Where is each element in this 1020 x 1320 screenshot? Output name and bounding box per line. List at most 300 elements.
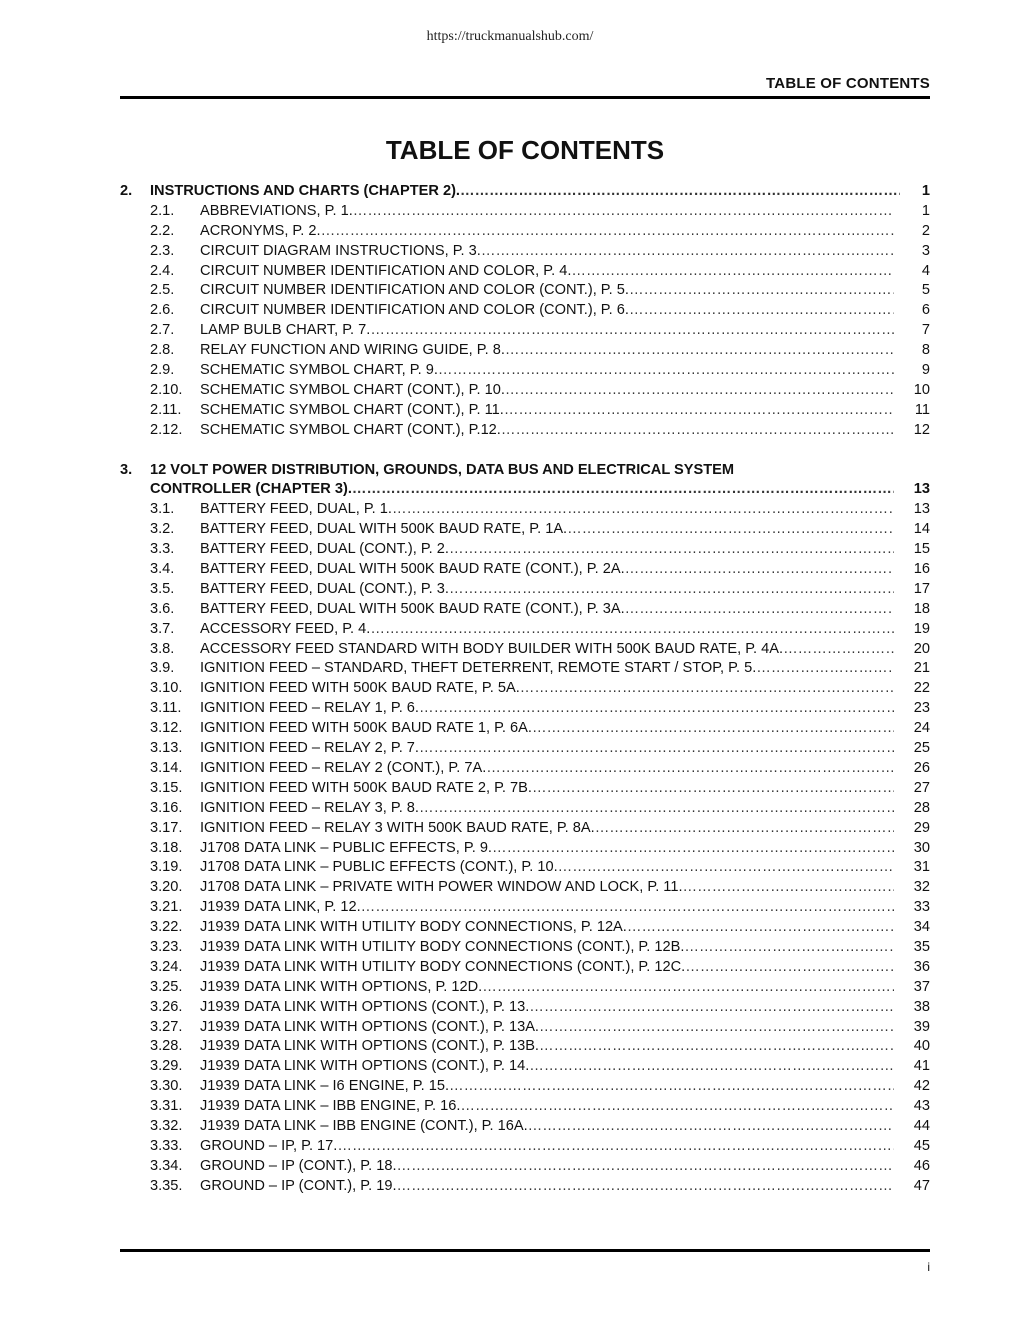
entry-page-number: 20 [913, 640, 930, 657]
entry-title-line [200, 958, 894, 978]
entry-title: SCHEMATIC SYMBOL CHART (CONT.), P.12. [200, 421, 501, 438]
entry-number: 3.18. [150, 839, 183, 856]
toc-entry[interactable] [120, 560, 930, 580]
dot-leader [438, 361, 894, 381]
dot-leader [504, 401, 894, 421]
entry-page-number: 45 [913, 1137, 930, 1154]
entry-title-line [200, 1117, 894, 1137]
dot-leader [449, 540, 894, 560]
entry-page-number: 41 [913, 1058, 930, 1075]
entry-title: LAMP BULB CHART, P. 7. [200, 322, 371, 339]
entry-number: 3.15. [150, 779, 183, 796]
dot-leader [625, 600, 894, 620]
dot-leader [505, 341, 894, 361]
entry-title-line [200, 222, 894, 242]
dot-leader [627, 918, 894, 938]
entry-page-number: 29 [913, 819, 930, 836]
entry-title: IGNITION FEED – RELAY 3, P. 8. [200, 799, 419, 816]
entry-title-line [200, 540, 894, 560]
entry-title: J1939 DATA LINK WITH UTILITY BODY CONNECTIONS, P. 12A. [200, 919, 627, 936]
entry-title: GROUND – IP (CONT.), P. 19. [200, 1177, 397, 1194]
entry-title: J1708 DATA LINK – PUBLIC EFFECTS, P. 9. [200, 839, 492, 856]
entry-page-number: 3 [921, 242, 930, 259]
entry-title: SCHEMATIC SYMBOL CHART (CONT.), P. 11. [200, 401, 504, 418]
entry-title-line [200, 978, 894, 998]
entry-number: 3.20. [150, 879, 183, 896]
entry-page-number: 1 [921, 202, 930, 219]
dot-leader [625, 560, 894, 580]
entry-number: 3.22. [150, 919, 183, 936]
dot-leader [528, 1117, 894, 1137]
entry-page-number: 47 [913, 1177, 930, 1194]
chapter-heading[interactable] [120, 480, 930, 500]
entry-title-line [200, 878, 894, 898]
entry-number: 3.19. [150, 859, 183, 876]
entry-page-number: 25 [913, 740, 930, 757]
entry-title: J1939 DATA LINK WITH OPTIONS, P. 12D. [200, 978, 483, 995]
entry-title: ACCESSORY FEED, P. 4. [200, 620, 371, 637]
entry-title: SCHEMATIC SYMBOL CHART (CONT.), P. 10. [200, 381, 505, 398]
dot-leader [419, 739, 894, 759]
entry-number: 3.30. [150, 1078, 183, 1095]
dot-leader [449, 1077, 894, 1097]
chapter-number: 3. [120, 461, 133, 478]
entry-page-number: 40 [913, 1038, 930, 1055]
entry-number: 3.11. [150, 700, 182, 717]
entry-title-line [200, 1137, 894, 1157]
entry-title-line [200, 381, 894, 401]
entry-number: 3.24. [150, 958, 183, 975]
entry-title: BATTERY FEED, DUAL (CONT.), P. 2. [200, 541, 449, 558]
entry-title-line [200, 938, 894, 958]
chapter-page-number: 1 [921, 183, 930, 199]
entry-page-number: 21 [913, 660, 930, 677]
entry-title: SCHEMATIC SYMBOL CHART, P. 9. [200, 362, 438, 379]
toc-entry[interactable] [120, 540, 930, 560]
dot-leader [683, 878, 894, 898]
entry-number: 3.9. [150, 660, 175, 677]
entry-page-number: 12 [913, 421, 930, 438]
entry-title-line [200, 719, 894, 739]
toc-entry[interactable] [120, 978, 930, 998]
toc-entry[interactable] [120, 659, 930, 679]
entry-number: 3.28. [150, 1038, 183, 1055]
entry-title-line [200, 202, 894, 222]
entry-number: 2.5. [150, 282, 175, 299]
entry-page-number: 18 [913, 600, 930, 617]
entry-page-number: 32 [913, 879, 930, 896]
entry-title: ACRONYMS, P. 2. [200, 222, 321, 239]
entry-title: BATTERY FEED, DUAL WITH 500K BAUD RATE (CONT.), P. 3A. [200, 600, 625, 617]
toc-entry[interactable] [120, 1018, 930, 1038]
entry-number: 3.27. [150, 1018, 183, 1035]
entry-title-line [200, 262, 894, 282]
entry-title-line [200, 1157, 894, 1177]
entry-page-number: 9 [921, 362, 930, 379]
toc-entry[interactable] [120, 1117, 930, 1137]
entry-number: 2.8. [150, 342, 175, 359]
entry-title: GROUND – IP (CONT.), P. 18. [200, 1157, 397, 1174]
entry-number: 3.33. [150, 1137, 183, 1154]
dot-leader [520, 679, 894, 699]
chapter-heading[interactable] [120, 461, 930, 481]
toc-entry[interactable] [120, 1177, 930, 1197]
entry-title: J1939 DATA LINK, P. 12. [200, 899, 361, 916]
entry-page-number: 23 [913, 700, 930, 717]
entry-page-number: 22 [913, 680, 930, 697]
table-of-contents [120, 182, 930, 1197]
entry-number: 3.8. [150, 640, 175, 657]
entry-title: BATTERY FEED, DUAL WITH 500K BAUD RATE, P. 1A. [200, 521, 568, 538]
dot-leader [460, 182, 900, 202]
entry-number: 3.26. [150, 998, 183, 1015]
entry-number: 3.13. [150, 740, 183, 757]
entry-number: 3.2. [150, 521, 175, 538]
chapter-title-line [150, 461, 900, 481]
toc-entry[interactable] [120, 301, 930, 321]
entry-title-line [200, 361, 894, 381]
entry-number: 3.4. [150, 561, 175, 578]
entry-title-line [200, 401, 894, 421]
chapter-page-number: 13 [913, 481, 930, 498]
entry-title: CIRCUIT NUMBER IDENTIFICATION AND COLOR (CONT.), P. 6. [200, 302, 629, 319]
section-gap [120, 441, 930, 461]
toc-entry[interactable] [120, 500, 930, 520]
toc-entry[interactable] [120, 600, 930, 620]
entry-title-line [200, 520, 894, 540]
entry-title: J1939 DATA LINK WITH UTILITY BODY CONNECTIONS (CONT.), P. 12B. [200, 938, 685, 955]
entry-number: 2.4. [150, 262, 175, 279]
chapter-title-line [150, 480, 894, 500]
entry-title: BATTERY FEED, DUAL, P. 1. [200, 501, 392, 518]
entry-page-number: 8 [921, 342, 930, 359]
dot-leader [321, 222, 894, 242]
dot-leader [756, 659, 894, 679]
entry-title-line [200, 918, 894, 938]
toc-entry[interactable] [120, 1077, 930, 1097]
entry-number: 3.17. [150, 819, 183, 836]
entry-page-number: 43 [913, 1098, 930, 1115]
entry-title-line [200, 620, 894, 640]
entry-number: 3.10. [150, 680, 183, 697]
entry-title: J1939 DATA LINK WITH OPTIONS (CONT.), P. 13B. [200, 1038, 539, 1055]
toc-entry[interactable] [120, 779, 930, 799]
dot-leader [558, 858, 894, 878]
entry-number: 2.1. [150, 202, 175, 219]
entry-number: 3.3. [150, 541, 175, 558]
entry-title: IGNITION FEED – RELAY 2, P. 7. [200, 740, 419, 757]
toc-entry[interactable] [120, 699, 930, 719]
source-url: https://truckmanualshub.com/ [426, 29, 594, 44]
entry-page-number: 5 [921, 282, 930, 299]
entry-title-line [200, 301, 894, 321]
entry-title: IGNITION FEED – RELAY 2 (CONT.), P. 7A. [200, 759, 487, 776]
entry-title-line [200, 699, 894, 719]
toc-entry[interactable] [120, 640, 930, 660]
toc-entry[interactable] [120, 1097, 930, 1117]
entry-title-line [200, 779, 894, 799]
entry-number: 2.11. [150, 401, 182, 418]
entry-number: 2.12. [150, 421, 183, 438]
entry-page-number: 26 [913, 759, 930, 776]
entry-page-number: 10 [913, 381, 930, 398]
entry-title-line [200, 560, 894, 580]
dot-leader [595, 819, 894, 839]
entry-page-number: 14 [913, 521, 930, 538]
entry-page-number: 17 [913, 580, 930, 597]
chapter-heading[interactable] [120, 182, 930, 202]
dot-leader [481, 242, 894, 262]
entry-number: 3.23. [150, 938, 183, 955]
toc-entry[interactable] [120, 998, 930, 1018]
entry-page-number: 39 [913, 1018, 930, 1035]
bottom-rule [120, 1249, 930, 1252]
entry-number: 3.7. [150, 620, 175, 637]
toc-entry[interactable] [120, 620, 930, 640]
entry-title: IGNITION FEED – STANDARD, THEFT DETERRENT, REMOTE START / STOP, P. 5. [200, 660, 757, 677]
entry-title: J1708 DATA LINK – PUBLIC EFFECTS (CONT.), P. 10. [200, 859, 558, 876]
entry-title-line [200, 659, 894, 679]
entry-number: 3.14. [150, 759, 183, 776]
entry-page-number: 11 [914, 401, 930, 418]
entry-title-line [200, 679, 894, 699]
entry-page-number: 13 [913, 501, 930, 518]
toc-entry[interactable] [120, 719, 930, 739]
entry-page-number: 6 [921, 302, 930, 319]
dot-leader [539, 1037, 894, 1057]
dot-leader [361, 898, 894, 918]
dot-leader [629, 281, 894, 301]
entry-number: 3.29. [150, 1058, 183, 1075]
dot-leader [337, 1137, 894, 1157]
entry-title-line [200, 640, 894, 660]
entry-title: J1939 DATA LINK – I6 ENGINE, P. 15. [200, 1078, 450, 1095]
dot-leader [529, 1057, 894, 1077]
toc-entry[interactable] [120, 222, 930, 242]
entry-title: IGNITION FEED WITH 500K BAUD RATE, P. 5A. [200, 680, 520, 697]
entry-title-line [200, 819, 894, 839]
toc-entry[interactable] [120, 898, 930, 918]
entry-number: 2.9. [150, 362, 175, 379]
entry-title: BATTERY FEED, DUAL (CONT.), P. 3. [200, 580, 449, 597]
toc-entry[interactable] [120, 262, 930, 282]
toc-entry[interactable] [120, 341, 930, 361]
dot-leader [370, 321, 894, 341]
entry-page-number: 24 [913, 720, 930, 737]
entry-title-line [200, 799, 894, 819]
entry-title: IGNITION FEED WITH 500K BAUD RATE 2, P. 7B. [200, 779, 532, 796]
toc-entry[interactable] [120, 958, 930, 978]
entry-number: 3.35. [150, 1177, 183, 1194]
toc-entry[interactable] [120, 1137, 930, 1157]
entry-title-line [200, 759, 894, 779]
dot-leader [352, 480, 894, 500]
entry-page-number: 30 [913, 839, 930, 856]
chapter-title: INSTRUCTIONS AND CHARTS (CHAPTER 2). [150, 183, 460, 199]
page-folio: i [927, 1260, 930, 1274]
entry-number: 2.6. [150, 302, 175, 319]
dot-leader [460, 1097, 894, 1117]
toc-entry[interactable] [120, 1037, 930, 1057]
dot-leader [532, 779, 894, 799]
entry-title-line [200, 1077, 894, 1097]
entry-page-number: 42 [913, 1078, 930, 1095]
entry-page-number: 31 [913, 859, 930, 876]
entry-title: J1708 DATA LINK – PRIVATE WITH POWER WINDOW AND LOCK, P. 11. [200, 879, 683, 896]
entry-number: 2.2. [150, 222, 175, 239]
entry-title-line [200, 421, 894, 441]
chapter-number: 2. [120, 183, 133, 199]
toc-entry[interactable] [120, 858, 930, 878]
toc-entry[interactable] [120, 281, 930, 301]
dot-leader [529, 998, 894, 1018]
toc-entry[interactable] [120, 739, 930, 759]
entry-title-line [200, 1057, 894, 1077]
top-rule [120, 96, 930, 99]
entry-page-number: 38 [913, 998, 930, 1015]
entry-title-line [200, 898, 894, 918]
entry-page-number: 4 [921, 262, 930, 279]
entry-title: J1939 DATA LINK WITH OPTIONS (CONT.), P. 13. [200, 998, 530, 1015]
toc-entry[interactable] [120, 361, 930, 381]
toc-entry[interactable] [120, 938, 930, 958]
entry-title-line [200, 998, 894, 1018]
entry-page-number: 27 [913, 779, 930, 796]
dot-leader [501, 421, 894, 441]
entry-title: J1939 DATA LINK WITH OPTIONS (CONT.), P. 13A. [200, 1018, 539, 1035]
entry-title-line [200, 1037, 894, 1057]
entry-title: ACCESSORY FEED STANDARD WITH BODY BUILDER WITH 500K BAUD RATE, P. 4A. [200, 640, 784, 657]
entry-title: J1939 DATA LINK – IBB ENGINE (CONT.), P. 16A. [200, 1117, 528, 1134]
entry-number: 3.12. [150, 720, 183, 737]
entry-number: 3.31. [150, 1098, 183, 1115]
toc-entry[interactable] [120, 520, 930, 540]
dot-leader [486, 759, 894, 779]
toc-entry[interactable] [120, 321, 930, 341]
entry-number: 3.21. [150, 899, 183, 916]
dot-leader [392, 500, 894, 520]
entry-title-line [200, 739, 894, 759]
entry-title-line [200, 1177, 894, 1197]
entry-page-number: 16 [913, 561, 930, 578]
dot-leader [571, 262, 894, 282]
toc-entry[interactable] [120, 799, 930, 819]
toc-entry[interactable] [120, 242, 930, 262]
entry-number: 2.3. [150, 242, 175, 259]
chapter-title-line [150, 182, 900, 202]
dot-leader [539, 1018, 894, 1038]
entry-title-line [200, 341, 894, 361]
dot-leader [629, 301, 894, 321]
dot-leader [532, 719, 894, 739]
entry-number: 3.6. [150, 600, 175, 617]
entry-page-number: 44 [913, 1117, 930, 1134]
entry-title: J1939 DATA LINK WITH OPTIONS (CONT.), P. 14. [200, 1058, 530, 1075]
dot-leader [353, 202, 894, 222]
toc-entry[interactable] [120, 1057, 930, 1077]
toc-entry[interactable] [120, 759, 930, 779]
entry-page-number: 46 [913, 1157, 930, 1174]
entry-title-line [200, 500, 894, 520]
entry-number: 3.16. [150, 799, 183, 816]
dot-leader [419, 799, 894, 819]
entry-title: GROUND – IP, P. 17. [200, 1137, 338, 1154]
toc-entry[interactable] [120, 839, 930, 859]
toc-entry[interactable] [120, 381, 930, 401]
dot-leader [685, 958, 894, 978]
entry-title-line [200, 858, 894, 878]
toc-entry[interactable] [120, 819, 930, 839]
entry-title: RELAY FUNCTION AND WIRING GUIDE, P. 8. [200, 342, 505, 359]
dot-leader [449, 580, 894, 600]
entry-page-number: 28 [913, 799, 930, 816]
toc-entry[interactable] [120, 918, 930, 938]
toc-entry[interactable] [120, 580, 930, 600]
entry-title: IGNITION FEED – RELAY 1, P. 6. [200, 700, 419, 717]
entry-page-number: 15 [913, 541, 930, 558]
entry-number: 3.5. [150, 580, 175, 597]
dot-leader [397, 1177, 894, 1197]
dot-leader [492, 839, 894, 859]
dot-leader [684, 938, 894, 958]
entry-number: 3.32. [150, 1117, 183, 1134]
entry-title: CIRCUIT DIAGRAM INSTRUCTIONS, P. 3. [200, 242, 481, 259]
toc-entry[interactable] [120, 679, 930, 699]
toc-entry[interactable] [120, 202, 930, 222]
entry-title: BATTERY FEED, DUAL WITH 500K BAUD RATE (CONT.), P. 2A. [200, 561, 625, 578]
dot-leader [370, 620, 894, 640]
toc-entry[interactable] [120, 878, 930, 898]
entry-title-line [200, 242, 894, 262]
chapter-title: 12 VOLT POWER DISTRIBUTION, GROUNDS, DATA BUS AND ELECTRICAL SYSTEM [150, 461, 735, 478]
entry-title-line [200, 1018, 894, 1038]
entry-page-number: 33 [913, 899, 930, 916]
entry-page-number: 34 [913, 919, 930, 936]
dot-leader [783, 640, 894, 660]
entry-number: 2.7. [150, 322, 175, 339]
entry-page-number: 7 [921, 322, 930, 339]
entry-page-number: 35 [913, 938, 930, 955]
entry-number: 3.34. [150, 1157, 183, 1174]
dot-leader [482, 978, 894, 998]
entry-number: 2.10. [150, 381, 183, 398]
toc-entry[interactable] [120, 1157, 930, 1177]
dot-leader [567, 520, 894, 540]
entry-title-line [200, 580, 894, 600]
entry-title-line [200, 600, 894, 620]
toc-entry[interactable] [120, 421, 930, 441]
entry-title: IGNITION FEED WITH 500K BAUD RATE 1, P. 6A. [200, 720, 532, 737]
entry-number: 3.25. [150, 978, 183, 995]
entry-page-number: 37 [913, 978, 930, 995]
entry-title: IGNITION FEED – RELAY 3 WITH 500K BAUD RATE, P. 8A. [200, 819, 595, 836]
entry-number: 3.1. [150, 501, 175, 518]
dot-leader [419, 699, 894, 719]
running-head: TABLE OF CONTENTS [766, 75, 930, 92]
chapter-title: CONTROLLER (CHAPTER 3). [150, 481, 352, 498]
entry-title: CIRCUIT NUMBER IDENTIFICATION AND COLOR (CONT.), P. 5. [200, 282, 629, 299]
entry-title: J1939 DATA LINK – IBB ENGINE, P. 16. [200, 1098, 461, 1115]
entry-title: ABBREVIATIONS, P. 1. [200, 202, 353, 219]
page-title: TABLE OF CONTENTS [385, 135, 665, 165]
entry-page-number: 19 [913, 620, 930, 637]
entry-page-number: 36 [913, 958, 930, 975]
entry-title-line [200, 839, 894, 859]
dot-leader [505, 381, 894, 401]
entry-title: CIRCUIT NUMBER IDENTIFICATION AND COLOR, P. 4. [200, 262, 572, 279]
entry-title-line [200, 321, 894, 341]
toc-entry[interactable] [120, 401, 930, 421]
